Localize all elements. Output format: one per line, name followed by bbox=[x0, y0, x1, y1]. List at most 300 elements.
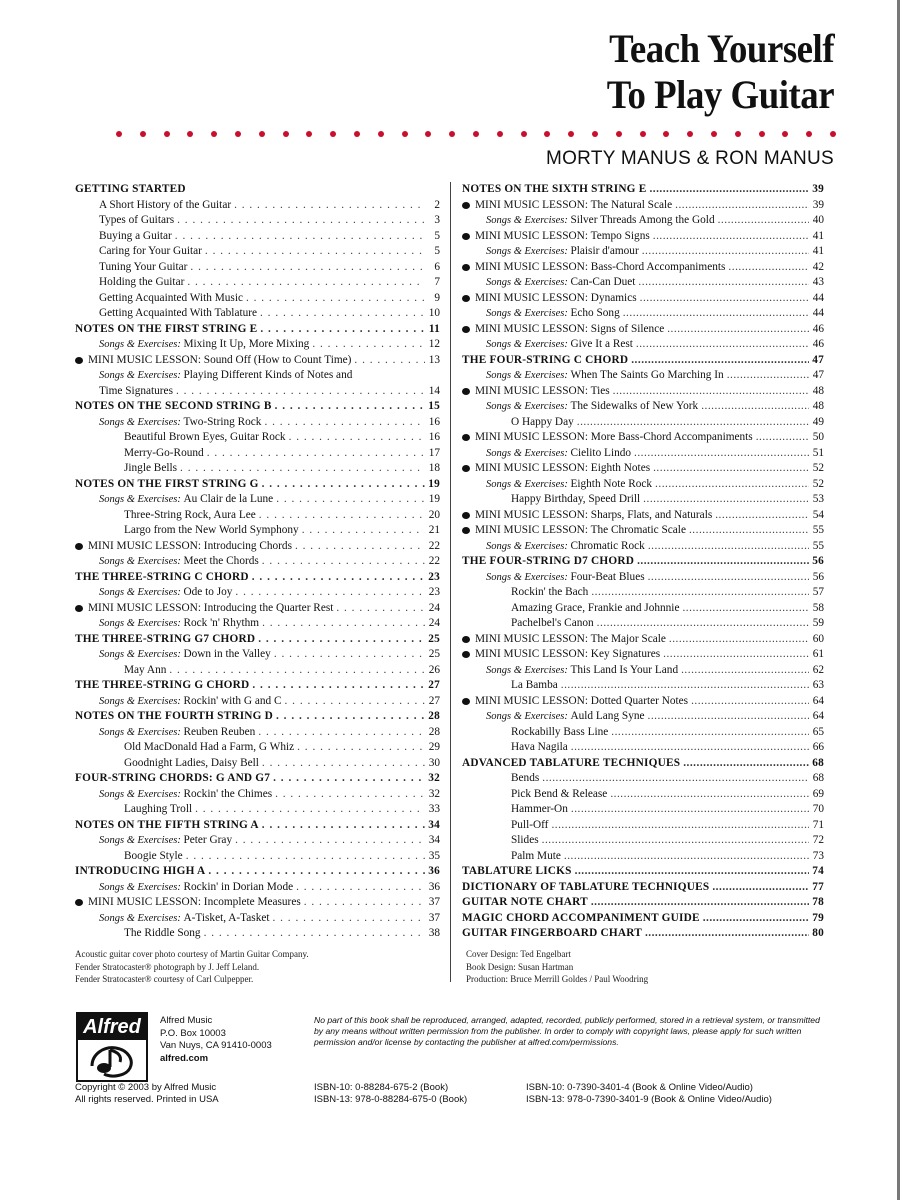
dot-leader bbox=[577, 415, 809, 431]
toc-entry bbox=[75, 384, 440, 400]
toc-entry-title: NOTES ON THE SECOND STRING B bbox=[75, 400, 272, 412]
toc-entry bbox=[462, 787, 824, 803]
dot-leader bbox=[564, 849, 809, 865]
toc-entry-title: GUITAR NOTE CHART bbox=[462, 896, 588, 908]
songs-exercises-label: Songs & Exercises: bbox=[486, 540, 571, 552]
toc-entry-title: THE THREE-STRING G7 CHORD bbox=[75, 632, 256, 645]
toc-entry bbox=[75, 725, 440, 741]
toc-page-number: 73 bbox=[812, 849, 824, 862]
toc-page-number: 54 bbox=[812, 508, 824, 521]
isbn-online bbox=[526, 1082, 772, 1105]
songs-exercises-label: Songs & Exercises: bbox=[99, 370, 184, 381]
toc-entry-title bbox=[99, 880, 293, 896]
red-dot bbox=[235, 131, 241, 137]
toc-page-number: 37 bbox=[428, 911, 440, 924]
toc-entry-title bbox=[99, 694, 282, 710]
songs-exercises-label: Songs & Exercises: bbox=[486, 246, 571, 257]
toc-page-number: 26 bbox=[428, 663, 440, 676]
toc-entry-title: MINI MUSIC LESSON: More Bass-Chord Accompaniments bbox=[475, 431, 753, 443]
toc-entry bbox=[462, 368, 824, 384]
toc-entry-title bbox=[486, 275, 635, 291]
toc-page-number: 48 bbox=[812, 400, 824, 412]
credit-line: Fender Stratocaster® photograph by J. Jeff Leland. bbox=[75, 961, 260, 972]
toc-page-number: 27 bbox=[428, 679, 440, 691]
toc-entry-title: Types of Guitars bbox=[99, 214, 175, 226]
toc-entry-title: MINI MUSIC LESSON: Dynamics bbox=[475, 291, 637, 304]
toc-entry bbox=[462, 539, 824, 555]
toc-page-number: 72 bbox=[812, 834, 824, 846]
toc-entry bbox=[462, 601, 824, 617]
toc-page-number: 20 bbox=[428, 508, 440, 521]
dot-leader bbox=[675, 198, 809, 214]
toc-section-heading bbox=[75, 182, 440, 198]
red-dot bbox=[283, 131, 289, 137]
dot-leader bbox=[259, 508, 425, 524]
toc-page-number: 38 bbox=[428, 927, 440, 939]
dot-leader bbox=[252, 570, 425, 586]
toc-page-number: 68 bbox=[812, 756, 824, 769]
title-line-2: To Play Guitar bbox=[606, 72, 834, 117]
toc-entry-text: Playing Different Kinds of Notes and bbox=[183, 369, 353, 381]
toc-entry bbox=[462, 678, 824, 694]
dot-leader bbox=[542, 771, 809, 787]
toc-page-number: 10 bbox=[428, 307, 440, 319]
toc-entry-title: Merry-Go-Round bbox=[124, 446, 204, 459]
dot-leader bbox=[623, 306, 809, 322]
toc-entry-title bbox=[486, 709, 645, 725]
toc-entry bbox=[462, 477, 824, 493]
toc-entry bbox=[75, 833, 440, 849]
toc-entry-title bbox=[486, 213, 715, 229]
toc-entry-text: Echo Song bbox=[570, 307, 620, 319]
copyright bbox=[75, 1082, 219, 1105]
toc-entry-title: Three-String Rock, Aura Lee bbox=[124, 508, 256, 521]
dot-leader bbox=[648, 539, 809, 555]
toc-entry bbox=[462, 771, 824, 787]
red-dot bbox=[187, 131, 193, 137]
toc-page-number: 74 bbox=[812, 865, 824, 877]
toc-entry-title: Time Signatures bbox=[99, 384, 173, 397]
songs-exercises-label: Songs & Exercises: bbox=[99, 416, 184, 428]
toc-entry bbox=[75, 337, 440, 353]
toc-entry-title bbox=[99, 415, 261, 431]
toc-page-number: 50 bbox=[812, 431, 824, 443]
red-dot bbox=[616, 131, 622, 137]
toc-page-number: 34 bbox=[428, 834, 440, 846]
toc-entry bbox=[462, 616, 824, 632]
toc-entry bbox=[462, 833, 824, 849]
songs-exercises-label: Songs & Exercises: bbox=[486, 478, 571, 490]
toc-mini-lesson-entry bbox=[462, 523, 824, 539]
toc-page-number: 49 bbox=[812, 415, 824, 428]
dot-leader bbox=[354, 353, 425, 369]
dot-leader bbox=[597, 616, 809, 632]
toc-entry-title: Goodnight Ladies, Daisy Bell bbox=[124, 756, 259, 769]
toc-entry-title: NOTES ON THE FOURTH STRING D bbox=[75, 710, 274, 722]
design-credits bbox=[466, 948, 648, 986]
toc-page-number: 21 bbox=[428, 524, 440, 536]
isbn-10-online: ISBN-10: 0-7390-3401-4 (Book & Online Video/Audio) bbox=[526, 1082, 753, 1093]
dot-leader bbox=[561, 678, 809, 694]
toc-page-number: 29 bbox=[428, 741, 440, 753]
isbn-10-book: ISBN-10: 0-88284-675-2 (Book) bbox=[314, 1082, 449, 1093]
toc-entry bbox=[75, 554, 440, 570]
dot-leader bbox=[208, 864, 425, 880]
red-dot bbox=[663, 131, 669, 137]
toc-page-number: 22 bbox=[428, 539, 440, 552]
toc-entry-title: MAGIC CHORD ACCOMPANIMENT GUIDE bbox=[462, 911, 700, 924]
dot-leader bbox=[643, 492, 809, 508]
red-dot bbox=[782, 131, 788, 137]
dot-leader bbox=[296, 880, 425, 896]
toc-page-number: 63 bbox=[812, 679, 824, 691]
dot-leader bbox=[302, 523, 425, 539]
toc-page-number: 42 bbox=[812, 260, 824, 273]
toc-page-number: 39 bbox=[812, 183, 824, 195]
toc-entry-title: O Happy Day bbox=[511, 415, 574, 428]
toc-entry-title: Boogie Style bbox=[124, 849, 183, 862]
toc-entry-title: GETTING STARTED bbox=[75, 183, 186, 195]
toc-page-number: 55 bbox=[812, 539, 824, 552]
toc-entry-title bbox=[99, 911, 270, 927]
toc-entry bbox=[75, 461, 440, 477]
songs-exercises-label: Songs & Exercises: bbox=[486, 571, 571, 583]
red-dot bbox=[354, 131, 360, 137]
toc-entry-title: MINI MUSIC LESSON: The Natural Scale bbox=[475, 198, 673, 211]
dot-leader bbox=[636, 337, 809, 353]
toc-entry-title: Laughing Troll bbox=[124, 803, 193, 815]
toc-page-number: 12 bbox=[428, 338, 440, 350]
toc-right-column bbox=[462, 182, 824, 942]
toc-entry bbox=[75, 275, 440, 291]
toc-mini-lesson-entry bbox=[462, 322, 824, 338]
toc-entry bbox=[75, 585, 440, 601]
toc-entry-title: Hava Nagila bbox=[511, 741, 568, 753]
alfred-logo bbox=[76, 1012, 148, 1082]
toc-entry bbox=[75, 415, 440, 431]
toc-page-number: 41 bbox=[812, 245, 824, 257]
toc-entry-title: FOUR-STRING CHORDS: G AND G7 bbox=[75, 772, 271, 784]
credit-line: Book Design: Susan Hartman bbox=[466, 961, 574, 972]
toc-entry-text: Rockin' with G and C bbox=[183, 694, 282, 707]
toc-page-number: 39 bbox=[812, 198, 824, 211]
dot-leader bbox=[289, 430, 425, 446]
toc-entry bbox=[75, 523, 440, 539]
dot-leader bbox=[273, 771, 425, 787]
toc-entry-title: NOTES ON THE FIRST STRING E bbox=[75, 322, 258, 335]
songs-exercises-label: Songs & Exercises: bbox=[99, 835, 184, 846]
toc-page-number: 70 bbox=[812, 803, 824, 815]
dot-leader bbox=[611, 725, 809, 741]
red-dot bbox=[711, 131, 717, 137]
dot-leader bbox=[571, 740, 809, 756]
red-dot bbox=[116, 131, 122, 137]
toc-entry-title: Amazing Grace, Frankie and Johnnie bbox=[511, 601, 680, 614]
songs-exercises-label: Songs & Exercises: bbox=[99, 788, 184, 800]
red-dot bbox=[259, 131, 265, 137]
toc-mini-lesson-entry bbox=[462, 508, 824, 524]
toc-entry bbox=[75, 802, 440, 818]
toc-page-number: 9 bbox=[434, 291, 440, 304]
toc-page-number: 18 bbox=[428, 462, 440, 474]
publisher-name: Alfred Music bbox=[160, 1015, 213, 1026]
songs-exercises-label: Songs & Exercises: bbox=[99, 618, 184, 629]
publisher-address bbox=[160, 1015, 272, 1065]
toc-entry bbox=[462, 570, 824, 586]
toc-page-number: 28 bbox=[428, 710, 440, 722]
toc-entry bbox=[462, 306, 824, 322]
toc-entry-text: The Sidewalks of New York bbox=[570, 400, 699, 412]
credit-line: Production: Bruce Merrill Goldes / Paul Woodring bbox=[466, 974, 649, 984]
toc-entry bbox=[462, 446, 824, 462]
dot-leader bbox=[571, 802, 809, 818]
toc-entry-title: May Ann bbox=[124, 663, 167, 676]
dot-leader bbox=[653, 229, 809, 245]
toc-page-number: 27 bbox=[428, 694, 440, 707]
publisher-website: alfred.com bbox=[160, 1052, 209, 1064]
dot-leader bbox=[262, 554, 425, 570]
dot-leader bbox=[190, 260, 425, 276]
toc-section-heading bbox=[75, 322, 440, 338]
dot-leader bbox=[262, 477, 425, 493]
toc-page-number: 40 bbox=[812, 214, 824, 226]
toc-page-number: 78 bbox=[812, 896, 824, 908]
dot-leader bbox=[669, 632, 809, 648]
red-dot bbox=[568, 131, 574, 137]
toc-mini-lesson-entry bbox=[462, 229, 824, 245]
songs-exercises-label: Songs & Exercises: bbox=[99, 912, 184, 924]
column-divider bbox=[450, 182, 451, 982]
toc-page-number: 56 bbox=[812, 570, 824, 583]
toc-section-heading bbox=[75, 399, 440, 415]
toc-entry bbox=[75, 911, 440, 927]
toc-entry-title: THE FOUR-STRING C CHORD bbox=[462, 353, 629, 366]
toc-entry-title: Getting Acquainted With Music bbox=[99, 291, 243, 304]
toc-entry bbox=[75, 694, 440, 710]
toc-mini-lesson-entry bbox=[462, 260, 824, 276]
toc-entry-text: Down in the Valley bbox=[183, 648, 271, 660]
dot-leader bbox=[258, 725, 425, 741]
toc-page-number: 28 bbox=[428, 725, 440, 738]
toc-entry-title: Slides bbox=[511, 834, 539, 846]
dot-leader bbox=[648, 570, 809, 586]
toc-page-number: 34 bbox=[428, 818, 440, 831]
toc-entry-text: Eighth Note Rock bbox=[570, 477, 653, 490]
toc-entry-text: Cielito Lindo bbox=[570, 446, 632, 459]
songs-exercises-label: Songs & Exercises: bbox=[99, 339, 184, 350]
toc-entry-title: MINI MUSIC LESSON: Sound Off (How to Count Time) bbox=[88, 353, 352, 366]
toc-entry bbox=[75, 492, 440, 508]
dot-leader bbox=[645, 926, 809, 942]
red-dot bbox=[402, 131, 408, 137]
toc-entry bbox=[75, 740, 440, 756]
toc-entry-title: MINI MUSIC LESSON: Eighth Notes bbox=[475, 462, 651, 474]
dot-leader bbox=[260, 322, 425, 338]
toc-section-heading bbox=[75, 709, 440, 725]
toc-page-number: 36 bbox=[428, 880, 440, 893]
dot-leader bbox=[258, 632, 425, 648]
toc-page-number: 14 bbox=[428, 384, 440, 397]
alfred-logo-text: Alfred bbox=[78, 1014, 146, 1040]
toc-entry-title: DICTIONARY OF TABLATURE TECHNIQUES bbox=[462, 880, 710, 893]
toc-entry-title: MINI MUSIC LESSON: The Major Scale bbox=[475, 632, 666, 645]
toc-entry-text: Four-Beat Blues bbox=[570, 570, 645, 583]
toc-entry-title bbox=[99, 554, 259, 570]
toc-entry-title: Hammer-On bbox=[511, 803, 568, 815]
toc-entry bbox=[462, 415, 824, 431]
toc-page-number: 65 bbox=[812, 725, 824, 738]
toc-entry-text: Reuben Reuben bbox=[183, 725, 256, 738]
toc-entry bbox=[462, 275, 824, 291]
toc-page-number: 52 bbox=[812, 477, 824, 490]
toc-entry bbox=[75, 616, 440, 632]
dot-leader bbox=[252, 678, 425, 694]
toc-page-number: 16 bbox=[428, 415, 440, 428]
dot-leader bbox=[235, 833, 425, 849]
red-dot bbox=[140, 131, 146, 137]
toc-page-number: 44 bbox=[812, 291, 824, 304]
dot-leader bbox=[234, 198, 425, 214]
toc-mini-lesson-entry bbox=[462, 430, 824, 446]
toc-entry-title bbox=[99, 337, 309, 353]
toc-entry bbox=[75, 663, 440, 679]
toc-entry-text: A-Tisket, A-Tasket bbox=[183, 911, 270, 924]
toc-mini-lesson-entry bbox=[462, 461, 824, 477]
dot-leader bbox=[718, 213, 809, 229]
dot-leader bbox=[631, 353, 809, 369]
toc-entry-title bbox=[486, 368, 724, 384]
credit-line: Fender Stratocaster® courtesy of Carl Culpepper. bbox=[75, 974, 254, 984]
songs-exercises-label: Songs & Exercises: bbox=[99, 587, 184, 598]
toc-section-heading bbox=[75, 678, 440, 694]
toc-page-number: 35 bbox=[428, 849, 440, 862]
toc-mini-lesson-entry bbox=[75, 895, 440, 911]
red-dot bbox=[687, 131, 693, 137]
toc-page-number: 47 bbox=[812, 369, 824, 381]
toc-section-heading bbox=[75, 632, 440, 648]
toc-entry-title: Pull-Off bbox=[511, 818, 549, 831]
dot-leader bbox=[195, 802, 425, 818]
toc-entry-title: Happy Birthday, Speed Drill bbox=[511, 493, 641, 505]
songs-exercises-label: Songs & Exercises: bbox=[486, 711, 571, 722]
toc-mini-lesson-entry bbox=[462, 198, 824, 214]
toc-mini-lesson-entry bbox=[75, 353, 440, 369]
red-dot bbox=[521, 131, 527, 137]
toc-entry bbox=[462, 709, 824, 725]
toc-entry-title: MINI MUSIC LESSON: Introducing the Quarter Rest bbox=[88, 601, 334, 614]
toc-section-heading bbox=[462, 895, 824, 911]
toc-page-number: 3 bbox=[434, 214, 440, 226]
toc-entry-title bbox=[99, 647, 271, 663]
toc-entry-title: ADVANCED TABLATURE TECHNIQUES bbox=[462, 756, 681, 769]
red-dot bbox=[164, 131, 170, 137]
toc-entry-title: Rockabilly Bass Line bbox=[511, 725, 609, 738]
toc-entry-title bbox=[99, 787, 272, 803]
toc-entry-title: A Short History of the Guitar bbox=[99, 198, 232, 211]
toc-page-number: 22 bbox=[428, 555, 440, 567]
toc-page-number: 16 bbox=[428, 431, 440, 443]
toc-entry-title: Caring for Your Guitar bbox=[99, 245, 202, 257]
songs-exercises-label: Songs & Exercises: bbox=[99, 556, 184, 567]
toc-entry-title: Beautiful Brown Eyes, Guitar Rock bbox=[124, 431, 286, 443]
red-dot bbox=[735, 131, 741, 137]
toc-entry-title: Pachelbel's Canon bbox=[511, 617, 594, 629]
dot-leader bbox=[285, 694, 425, 710]
toc-entry-title: MINI MUSIC LESSON: Bass-Chord Accompaniments bbox=[475, 260, 726, 273]
dot-leader bbox=[727, 368, 809, 384]
dot-leader bbox=[235, 585, 425, 601]
toc-entry-title bbox=[486, 446, 631, 462]
dot-leader bbox=[273, 911, 426, 927]
red-dot bbox=[830, 131, 836, 137]
toc-entry-title: THE FOUR-STRING D7 CHORD bbox=[462, 555, 635, 567]
title-line-1: Teach Yourself bbox=[609, 26, 834, 71]
red-dot bbox=[640, 131, 646, 137]
songs-exercises-label: Songs & Exercises: bbox=[99, 695, 184, 707]
red-dot bbox=[806, 131, 812, 137]
toc-entry-title: Getting Acquainted With Tablature bbox=[99, 307, 258, 319]
toc-entry bbox=[75, 260, 440, 276]
toc-section-heading bbox=[462, 756, 824, 772]
toc-entry-title: MINI MUSIC LESSON: Incomplete Measures bbox=[88, 896, 301, 908]
dot-leader bbox=[262, 756, 425, 772]
toc-page-number: 46 bbox=[812, 322, 824, 335]
songs-exercises-label: Songs & Exercises: bbox=[99, 649, 184, 660]
toc-entry bbox=[462, 802, 824, 818]
songs-exercises-label: Songs & Exercises: bbox=[486, 370, 571, 381]
toc-page-number: 32 bbox=[428, 787, 440, 800]
songs-exercises-label: Songs & Exercises: bbox=[486, 339, 571, 350]
toc-entry-title: MINI MUSIC LESSON: Sharps, Flats, and Naturals bbox=[475, 508, 713, 521]
toc-entry-text: Rockin' the Chimes bbox=[183, 787, 273, 800]
toc-page-number: 30 bbox=[428, 756, 440, 769]
toc-left-column bbox=[75, 182, 440, 942]
toc-entry bbox=[75, 430, 440, 446]
toc-entry-title bbox=[486, 306, 620, 322]
dot-leader bbox=[297, 740, 425, 756]
toc-page-number: 11 bbox=[428, 322, 440, 335]
toc-page-number: 44 bbox=[812, 307, 824, 319]
toc-entry-title: Rockin' the Bach bbox=[511, 586, 589, 598]
toc-page-number: 62 bbox=[812, 663, 824, 676]
red-dot-rule bbox=[116, 131, 836, 141]
toc-entry bbox=[462, 585, 824, 601]
dot-leader bbox=[175, 229, 425, 245]
toc-page-number: 71 bbox=[812, 818, 824, 831]
dot-leader bbox=[648, 709, 809, 725]
dot-leader bbox=[262, 818, 425, 834]
toc-entry bbox=[462, 849, 824, 865]
toc-entry bbox=[75, 508, 440, 524]
toc-entry-title bbox=[486, 337, 633, 353]
toc-entry-title: MINI MUSIC LESSON: Tempo Signs bbox=[475, 229, 650, 242]
songs-exercises-label: Songs & Exercises: bbox=[486, 447, 571, 459]
toc-entry-title: Palm Mute bbox=[511, 849, 561, 862]
rights-line: All rights reserved. Printed in USA bbox=[75, 1093, 219, 1105]
toc-page-number: 37 bbox=[428, 896, 440, 908]
red-dot bbox=[759, 131, 765, 137]
songs-exercises-label: Songs & Exercises: bbox=[99, 881, 184, 893]
toc-page-number: 13 bbox=[428, 353, 440, 366]
toc-entry-title: NOTES ON THE FIRST STRING G bbox=[75, 477, 259, 490]
toc-page-number: 57 bbox=[812, 586, 824, 598]
dot-leader bbox=[649, 182, 809, 198]
toc-entry-title bbox=[99, 725, 255, 741]
dot-leader bbox=[715, 508, 809, 524]
toc-entry-title: INTRODUCING HIGH A bbox=[75, 865, 206, 877]
toc-entry-title bbox=[486, 399, 698, 415]
toc-entry bbox=[75, 291, 440, 307]
